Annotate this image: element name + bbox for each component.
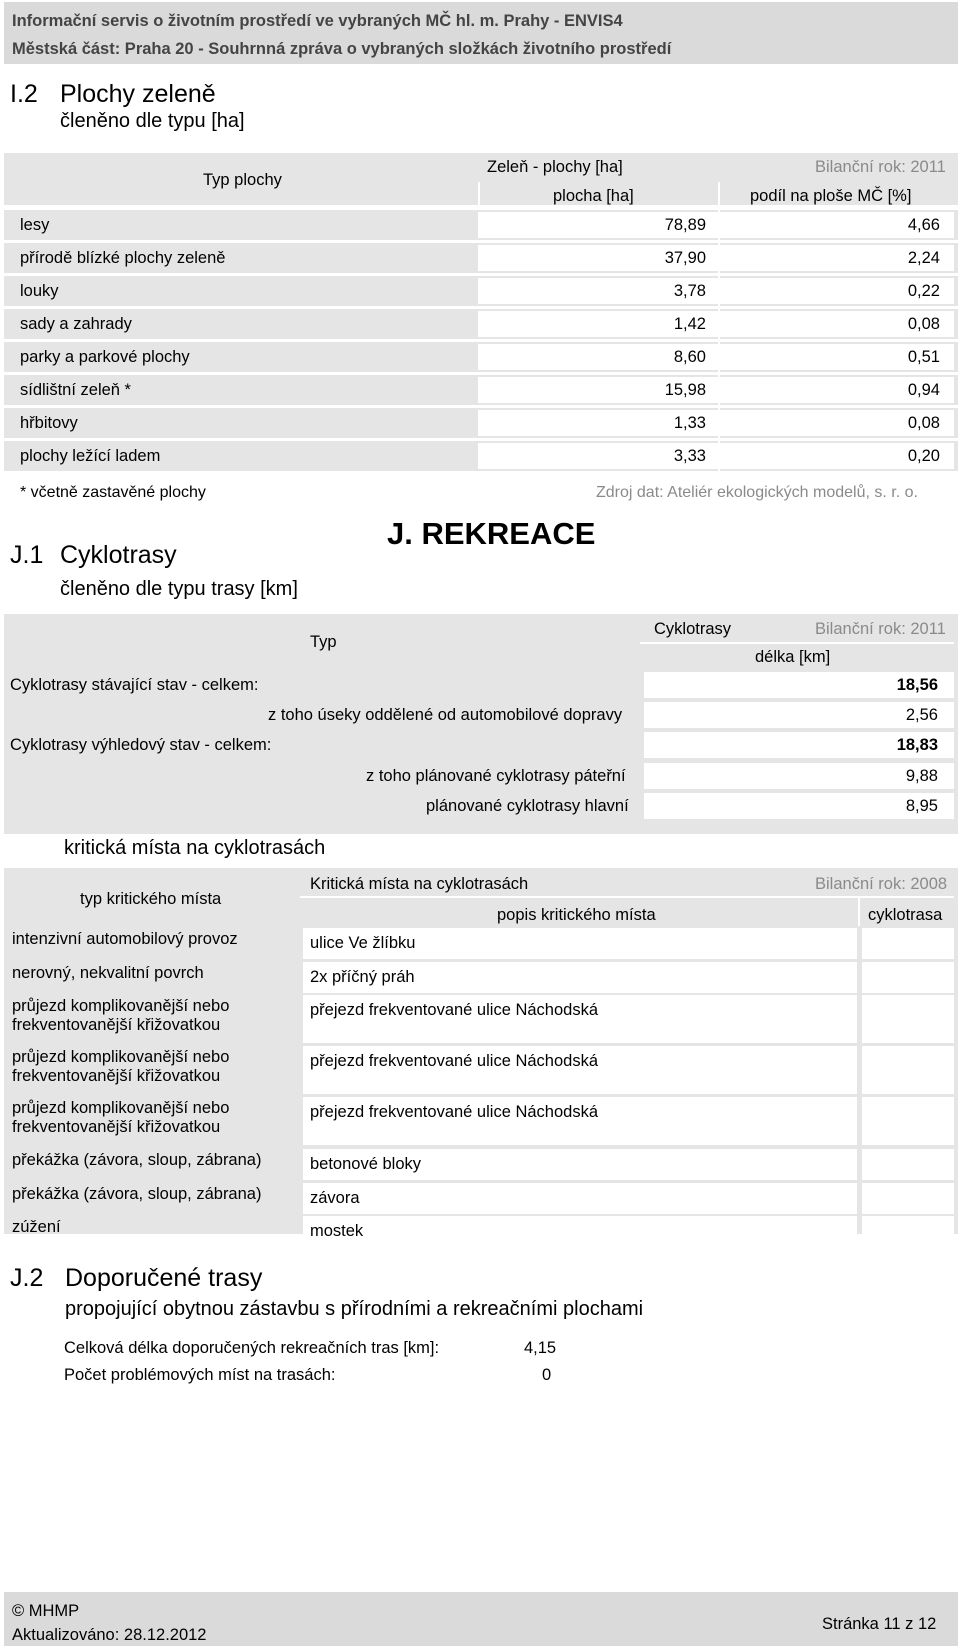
row-label: sady a zahrady (20, 315, 132, 333)
section-subtitle: členěno dle typu trasy [km] (60, 578, 298, 600)
row-route-area (862, 1216, 954, 1244)
header-divider (300, 896, 954, 898)
row-length-value: 9,88 (905, 767, 938, 785)
row-area-value: 37,90 (664, 249, 706, 267)
problem-spots-value: 0 (542, 1366, 552, 1384)
row-type: průjezd komplikovanější nebo (12, 997, 230, 1015)
row-divider (718, 375, 720, 405)
updated-date: Aktualizováno: 28.12.2012 (12, 1626, 207, 1644)
row-area-value: 3,78 (673, 282, 706, 300)
group-header-title: Zeleň - plochy [ha] (487, 158, 623, 176)
row-desc-area (303, 1216, 857, 1244)
problem-spots-label: Počet problémových míst na trasách: (64, 1366, 336, 1384)
row-length-value: 18,56 (896, 676, 938, 694)
header-divider (858, 896, 860, 926)
copyright: © MHMP (12, 1602, 80, 1620)
page-number: Stránka 11 z 12 (822, 1615, 937, 1633)
row-label: z toho plánované cyklotrasy páteřní (366, 767, 626, 785)
row-route-area (862, 1046, 954, 1094)
header-divider (478, 182, 480, 205)
group-header-year: Bilanční rok: 2008 (815, 875, 948, 893)
section-number: I.2 (10, 80, 38, 108)
row-divider (718, 210, 720, 240)
row-route-area (862, 928, 954, 959)
row-divider (718, 342, 720, 372)
row-share-value: 0,94 (907, 381, 940, 399)
column-header-area: plocha [ha] (553, 187, 634, 205)
row-type: zúžení (12, 1218, 61, 1236)
row-share-value: 0,20 (907, 447, 940, 465)
row-share-value: 0,22 (907, 282, 940, 300)
row-label: plánované cyklotrasy hlavní (426, 797, 629, 815)
column-header-share: podíl na ploše MČ [%] (750, 187, 912, 205)
column-header-type: Typ plochy (203, 171, 282, 189)
row-type: intenzivní automobilový provoz (12, 930, 238, 948)
row-label: louky (20, 282, 59, 300)
row-divider (718, 243, 720, 273)
data-source: Zdroj dat: Ateliér ekologických modelů, s. r. o. (596, 484, 918, 501)
row-label: hřbitovy (20, 414, 78, 432)
row-desc-area (303, 1183, 857, 1214)
row-area-value: 78,89 (664, 216, 706, 234)
row-type-cont: frekventovanější křižovatkou (12, 1016, 221, 1034)
row-divider (718, 441, 720, 471)
row-length-value: 8,95 (905, 797, 938, 815)
group-header-title: Kritická místa na cyklotrasách (310, 875, 529, 893)
row-divider (718, 309, 720, 339)
row-area-value: 1,42 (673, 315, 706, 333)
row-label: sídlištní zeleň * (20, 381, 131, 399)
row-share-value: 0,08 (907, 414, 940, 432)
row-area-value: 1,33 (673, 414, 706, 432)
row-desc: přejezd frekventované ulice Náchodská (310, 1103, 599, 1121)
row-type: překážka (závora, sloup, zábrana) (12, 1185, 262, 1203)
column-header-type: Typ (310, 633, 337, 651)
row-route-area (862, 1183, 954, 1214)
row-area-value: 8,60 (673, 348, 706, 366)
group-header-title: Cyklotrasy (654, 620, 732, 638)
row-desc: ulice Ve žlíbku (310, 934, 416, 952)
column-header-desc: popis kritického místa (497, 906, 656, 924)
row-label: lesy (20, 216, 50, 234)
row-label: Cyklotrasy stávající stav - celkem: (10, 676, 259, 694)
section-subtitle: členěno dle typu [ha] (60, 110, 245, 132)
row-desc: závora (310, 1189, 360, 1207)
row-divider (718, 276, 720, 306)
row-length-value: 2,56 (905, 706, 938, 724)
total-length-label: Celková délka doporučených rekreačních tras [km]: (64, 1339, 440, 1357)
row-divider (718, 408, 720, 438)
row-label: přírodě blízké plochy zeleně (20, 249, 226, 267)
row-type: průjezd komplikovanější nebo (12, 1048, 230, 1066)
section-number: J.2 (10, 1264, 44, 1292)
section-title: Plochy zeleně (60, 80, 216, 108)
column-header-length: délka [km] (755, 648, 831, 666)
row-type: překážka (závora, sloup, zábrana) (12, 1151, 262, 1169)
section-title: Doporučené trasy (65, 1264, 263, 1292)
row-route-area (862, 1149, 954, 1180)
row-type-cont: frekventovanější křižovatkou (12, 1118, 221, 1136)
row-desc: přejezd frekventované ulice Náchodská (310, 1001, 599, 1019)
group-header-year: Bilanční rok: 2011 (815, 620, 946, 638)
group-header-year: Bilanční rok: 2011 (815, 158, 946, 176)
footnote: * včetně zastavěné plochy (20, 484, 206, 501)
row-desc: mostek (310, 1222, 364, 1240)
row-route-area (862, 962, 954, 993)
column-header-type: typ kritického místa (80, 890, 222, 908)
row-type: průjezd komplikovanější nebo (12, 1099, 230, 1117)
row-route-area (862, 1097, 954, 1145)
row-share-value: 4,66 (907, 216, 940, 234)
row-desc: přejezd frekventované ulice Náchodská (310, 1052, 599, 1070)
row-desc: 2x příčný práh (310, 968, 415, 986)
row-area-value: 15,98 (664, 381, 706, 399)
row-label: parky a parkové plochy (20, 348, 190, 366)
subsection-title: kritická místa na cyklotrasách (64, 837, 326, 859)
row-length-value: 18,83 (896, 736, 938, 754)
row-route-area (862, 995, 954, 1043)
row-area-value: 3,33 (673, 447, 706, 465)
row-label: Cyklotrasy výhledový stav - celkem: (10, 736, 272, 754)
row-share-value: 0,51 (907, 348, 940, 366)
section-number: J.1 (10, 541, 44, 569)
column-header-route: cyklotrasa (868, 906, 943, 924)
section-subtitle: propojující obytnou zástavbu s přírodními a rekreačními plochami (65, 1298, 644, 1320)
total-length-value: 4,15 (524, 1339, 557, 1357)
row-label: z toho úseky oddělené od automobilové dopravy (268, 706, 623, 724)
row-label: plochy ležící ladem (20, 447, 161, 465)
section-title: Cyklotrasy (60, 541, 177, 569)
row-type: nerovný, nekvalitní povrch (12, 964, 204, 982)
report-header-title: Informační servis o životním prostředí ve vybraných MČ hl. m. Prahy - ENVIS4 (12, 12, 623, 30)
header-divider (640, 642, 954, 644)
row-share-value: 2,24 (907, 249, 940, 267)
report-header-subtitle: Městská část: Praha 20 - Souhrnná zpráva o vybraných složkách životního prostředí (12, 40, 672, 58)
row-type-cont: frekventovanější křižovatkou (12, 1067, 221, 1085)
header-divider (718, 182, 720, 205)
row-desc: betonové bloky (310, 1155, 421, 1173)
row-share-value: 0,08 (907, 315, 940, 333)
chapter-title: J. REKREACE (387, 516, 596, 551)
